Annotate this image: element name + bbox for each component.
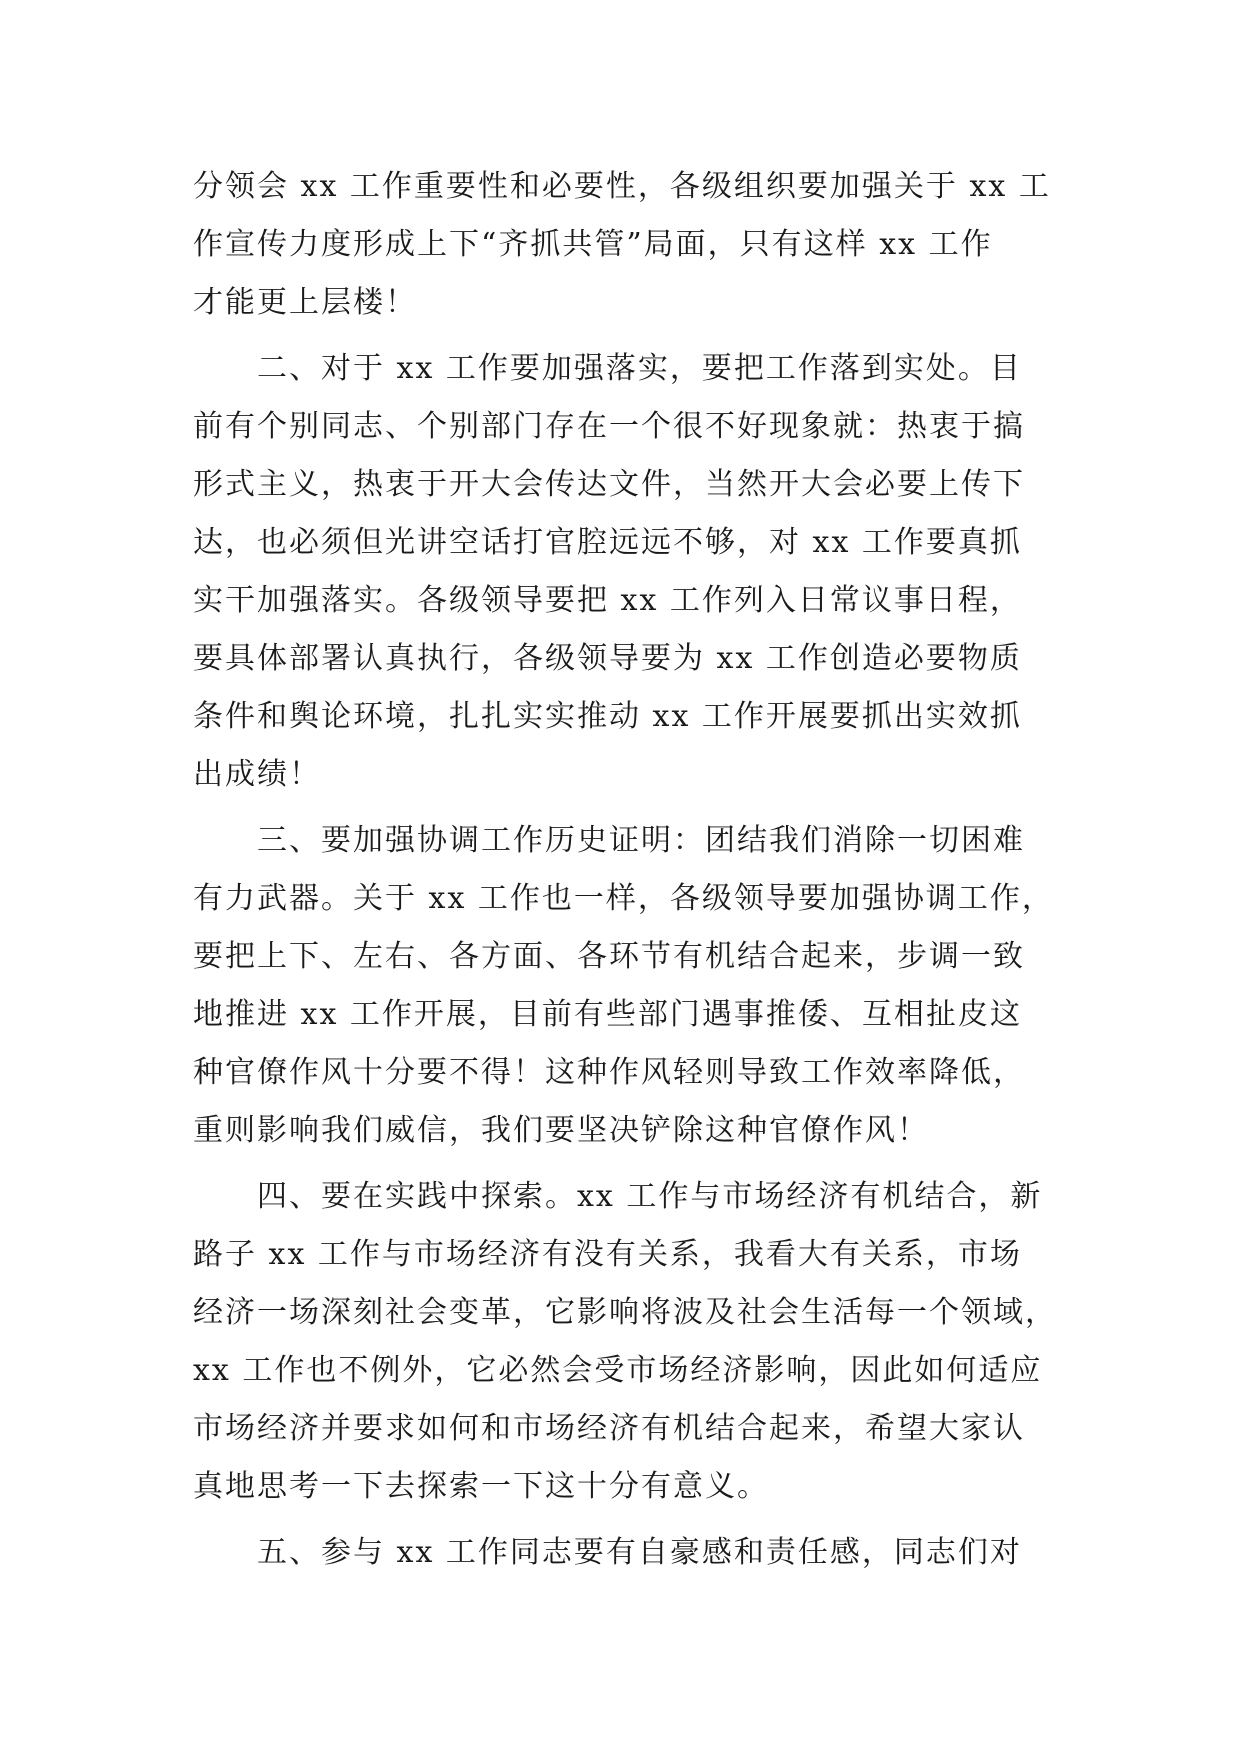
text-line: 实干加强落实。各级领导要把 xx 工作列入日常议事日程， — [193, 583, 1022, 618]
text-line: 形式主义，热衷于开大会传达文件，当然开大会必要上传下 — [193, 467, 1025, 502]
text-line: xx 工作也不例外，它必然会受市场经济影响，因此如何适应 — [193, 1353, 1043, 1388]
text-line: 路子 xx 工作与市场经济有没有关系，我看大有关系，市场 — [193, 1237, 1022, 1272]
text-line: 重则影响我们威信，我们要坚决铲除这种官僚作风！ — [193, 1113, 929, 1148]
text-line: 种官僚作风十分要不得！这种作风轻则导致工作效率降低， — [193, 1055, 1025, 1090]
text-line: 有力武器。关于 xx 工作也一样，各级领导要加强协调工作， — [193, 881, 1054, 916]
text-line: 地推进 xx 工作开展，目前有些部门遇事推倭、互相扯皮这 — [193, 997, 1022, 1032]
paragraph — [193, 1168, 1063, 1516]
text-line: 市场经济并要求如何和市场经济有机结合起来，希望大家认 — [193, 1411, 1025, 1446]
text-line: 要把上下、左右、各方面、各环节有机结合起来，步调一致 — [193, 939, 1025, 974]
text-line: 才能更上层楼！ — [193, 285, 417, 320]
text-line: 三、要加强协调工作历史证明：团结我们消除一切困难 — [257, 823, 1025, 858]
text-line: 四、要在实践中探索。xx 工作与市场经济有机结合，新 — [257, 1179, 1043, 1214]
text-line: 真地思考一下去探索一下这十分有意义。 — [193, 1469, 769, 1504]
text-line: 二、对于 xx 工作要加强落实，要把工作落到实处。目 — [257, 351, 1022, 386]
text-line: 出成绩！ — [193, 757, 321, 792]
text-line: 前有个别同志、个别部门存在一个很不好现象就：热衷于搞 — [193, 409, 1025, 444]
text-line: 五、参与 xx 工作同志要有自豪感和责任感，同志们对 — [257, 1535, 1022, 1570]
paragraph — [193, 812, 1063, 1160]
text-line: 条件和舆论环境，扎扎实实推动 xx 工作开展要抓出实效抓 — [193, 699, 1022, 734]
paragraph — [193, 1524, 1063, 1582]
paragraph — [193, 340, 1063, 804]
text-line: 经济一场深刻社会变革，它影响将波及社会生活每一个领域， — [193, 1295, 1057, 1330]
document-body — [193, 158, 1063, 1582]
text-line: 作宣传力度形成上下“齐抓共管”局面，只有这样 xx 工作 — [193, 227, 993, 262]
text-line: 达，也必须但光讲空话打官腔远远不够，对 xx 工作要真抓 — [193, 525, 1022, 560]
paragraph — [193, 158, 1063, 332]
text-line: 分领会 xx 工作重要性和必要性，各级组织要加强关于 xx 工 — [193, 169, 1051, 204]
text-line: 要具体部署认真执行，各级领导要为 xx 工作创造必要物质 — [193, 641, 1022, 676]
